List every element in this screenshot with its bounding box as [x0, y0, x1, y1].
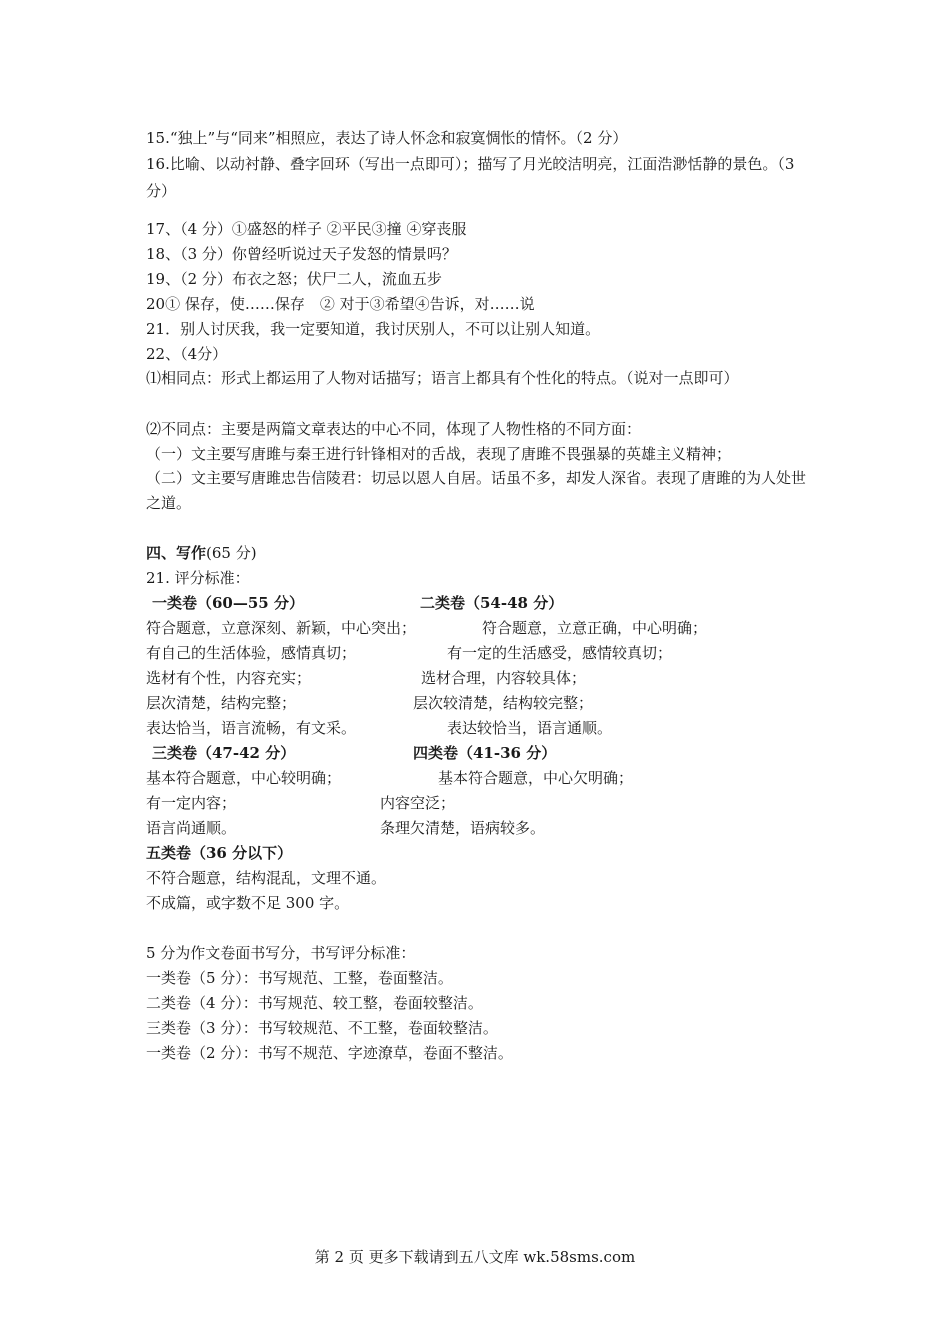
- class4-title: 四类卷（41-36 分）: [413, 744, 557, 762]
- class1-item: 有自己的生活体验，感情真切；: [146, 644, 357, 662]
- class2-item: 符合题意，立意正确，中心明确；: [482, 619, 708, 637]
- answer-19: 19、（2 分）布衣之怒；伏尸二人，流血五步: [146, 270, 442, 288]
- class5-item: 不符合题意，结构混乱，文理不通。: [146, 869, 387, 887]
- writing-title: 四、写作: [146, 544, 207, 562]
- answer-22-heading: 22、（4分）: [146, 345, 228, 363]
- answer-18: 18、（3 分）你曾经听说过天子发怒的情景吗？: [146, 245, 457, 263]
- class5-title: 五类卷（36 分以下）: [146, 844, 293, 862]
- answer-22-difference: ⑵不同点：主要是两篇文章表达的中心不同，体现了人物性格的不同方面：: [146, 420, 642, 438]
- class5-item: 不成篇，或字数不足 300 字。: [146, 894, 350, 912]
- answer-21: 21．别人讨厌我，我一定要知道，我讨厌别人，不可以让别人知道。: [146, 320, 601, 338]
- class2-item: 有一定的生活感受，感情较真切；: [447, 644, 673, 662]
- handwriting-item: 三类卷（3 分）：书写较规范、不工整，卷面较整洁。: [146, 1019, 498, 1037]
- writing-section-title: [146, 543, 257, 563]
- answer-15: 15.“独上”与“同来”相照应，表达了诗人怀念和寂寞惆怅的情怀。（2 分）: [146, 129, 628, 147]
- class2-item: 表达较恰当，语言通顺。: [447, 719, 613, 737]
- class1-item: 选材有个性，内容充实；: [146, 669, 312, 687]
- answer-22-text-one: （一）文主要写唐雎与秦王进行针锋相对的舌战，表现了唐雎不畏强暴的英雄主义精神；: [146, 445, 732, 463]
- answer-22-text-two: （二）文主要写唐雎忠告信陵君：切忌以恩人自居。话虽不多，却发人深省。表现了唐雎的为人处世之道。: [146, 469, 807, 512]
- class1-item: 符合题意，立意深刻、新颖，中心突出；: [146, 619, 417, 637]
- answer-16: 16.比喻、以动衬静、叠字回环（写出一点即可）；描写了月光皎洁明亮，江面浩渺恬静的景色。（3 分）: [146, 155, 795, 200]
- criteria-title: 21. 评分标准：: [146, 569, 250, 587]
- handwriting-item: 一类卷（5 分）：书写规范、工整，卷面整洁。: [146, 969, 453, 987]
- class4-item: 条理欠清楚，语病较多。: [380, 819, 546, 837]
- answer-17: 17、（4 分）①盛怒的样子 ②平民③撞 ④穿丧服: [146, 220, 467, 238]
- class1-title: 一类卷（60—55 分）: [152, 594, 304, 612]
- class3-item: 有一定内容；: [146, 794, 237, 812]
- answer-20: 20① 保存，使……保存 ② 对于③希望④告诉，对……说: [146, 295, 535, 313]
- class3-item: 基本符合题意，中心较明确；: [146, 769, 342, 787]
- class2-item: 选材合理，内容较具体；: [421, 669, 587, 687]
- handwriting-item: 一类卷（2 分）：书写不规范、字迹潦草，卷面不整洁。: [146, 1044, 513, 1062]
- class4-item: 内容空泛；: [380, 794, 456, 812]
- writing-score: (65 分): [206, 544, 257, 562]
- class2-title: 二类卷（54-48 分）: [420, 594, 564, 612]
- class2-item: 层次较清楚，结构较完整；: [413, 694, 594, 712]
- page-footer: 第 2 页 更多下载请到五八文库 wk.58sms.com: [314, 1248, 636, 1266]
- class3-item: 语言尚通顺。: [146, 819, 237, 837]
- handwriting-item: 二类卷（4 分）：书写规范、较工整，卷面较整洁。: [146, 994, 483, 1012]
- class1-item: 层次清楚，结构完整；: [146, 694, 297, 712]
- class1-item: 表达恰当，语言流畅，有文采。: [146, 719, 357, 737]
- class3-title: 三类卷（47-42 分）: [152, 744, 296, 762]
- answer-22-similarity: ⑴相同点：形式上都运用了人物对话描写；语言上都具有个性化的特点。（说对一点即可）: [146, 369, 739, 387]
- handwriting-title: 5 分为作文卷面书写分，书写评分标准：: [146, 944, 416, 962]
- class4-item: 基本符合题意，中心欠明确；: [438, 769, 634, 787]
